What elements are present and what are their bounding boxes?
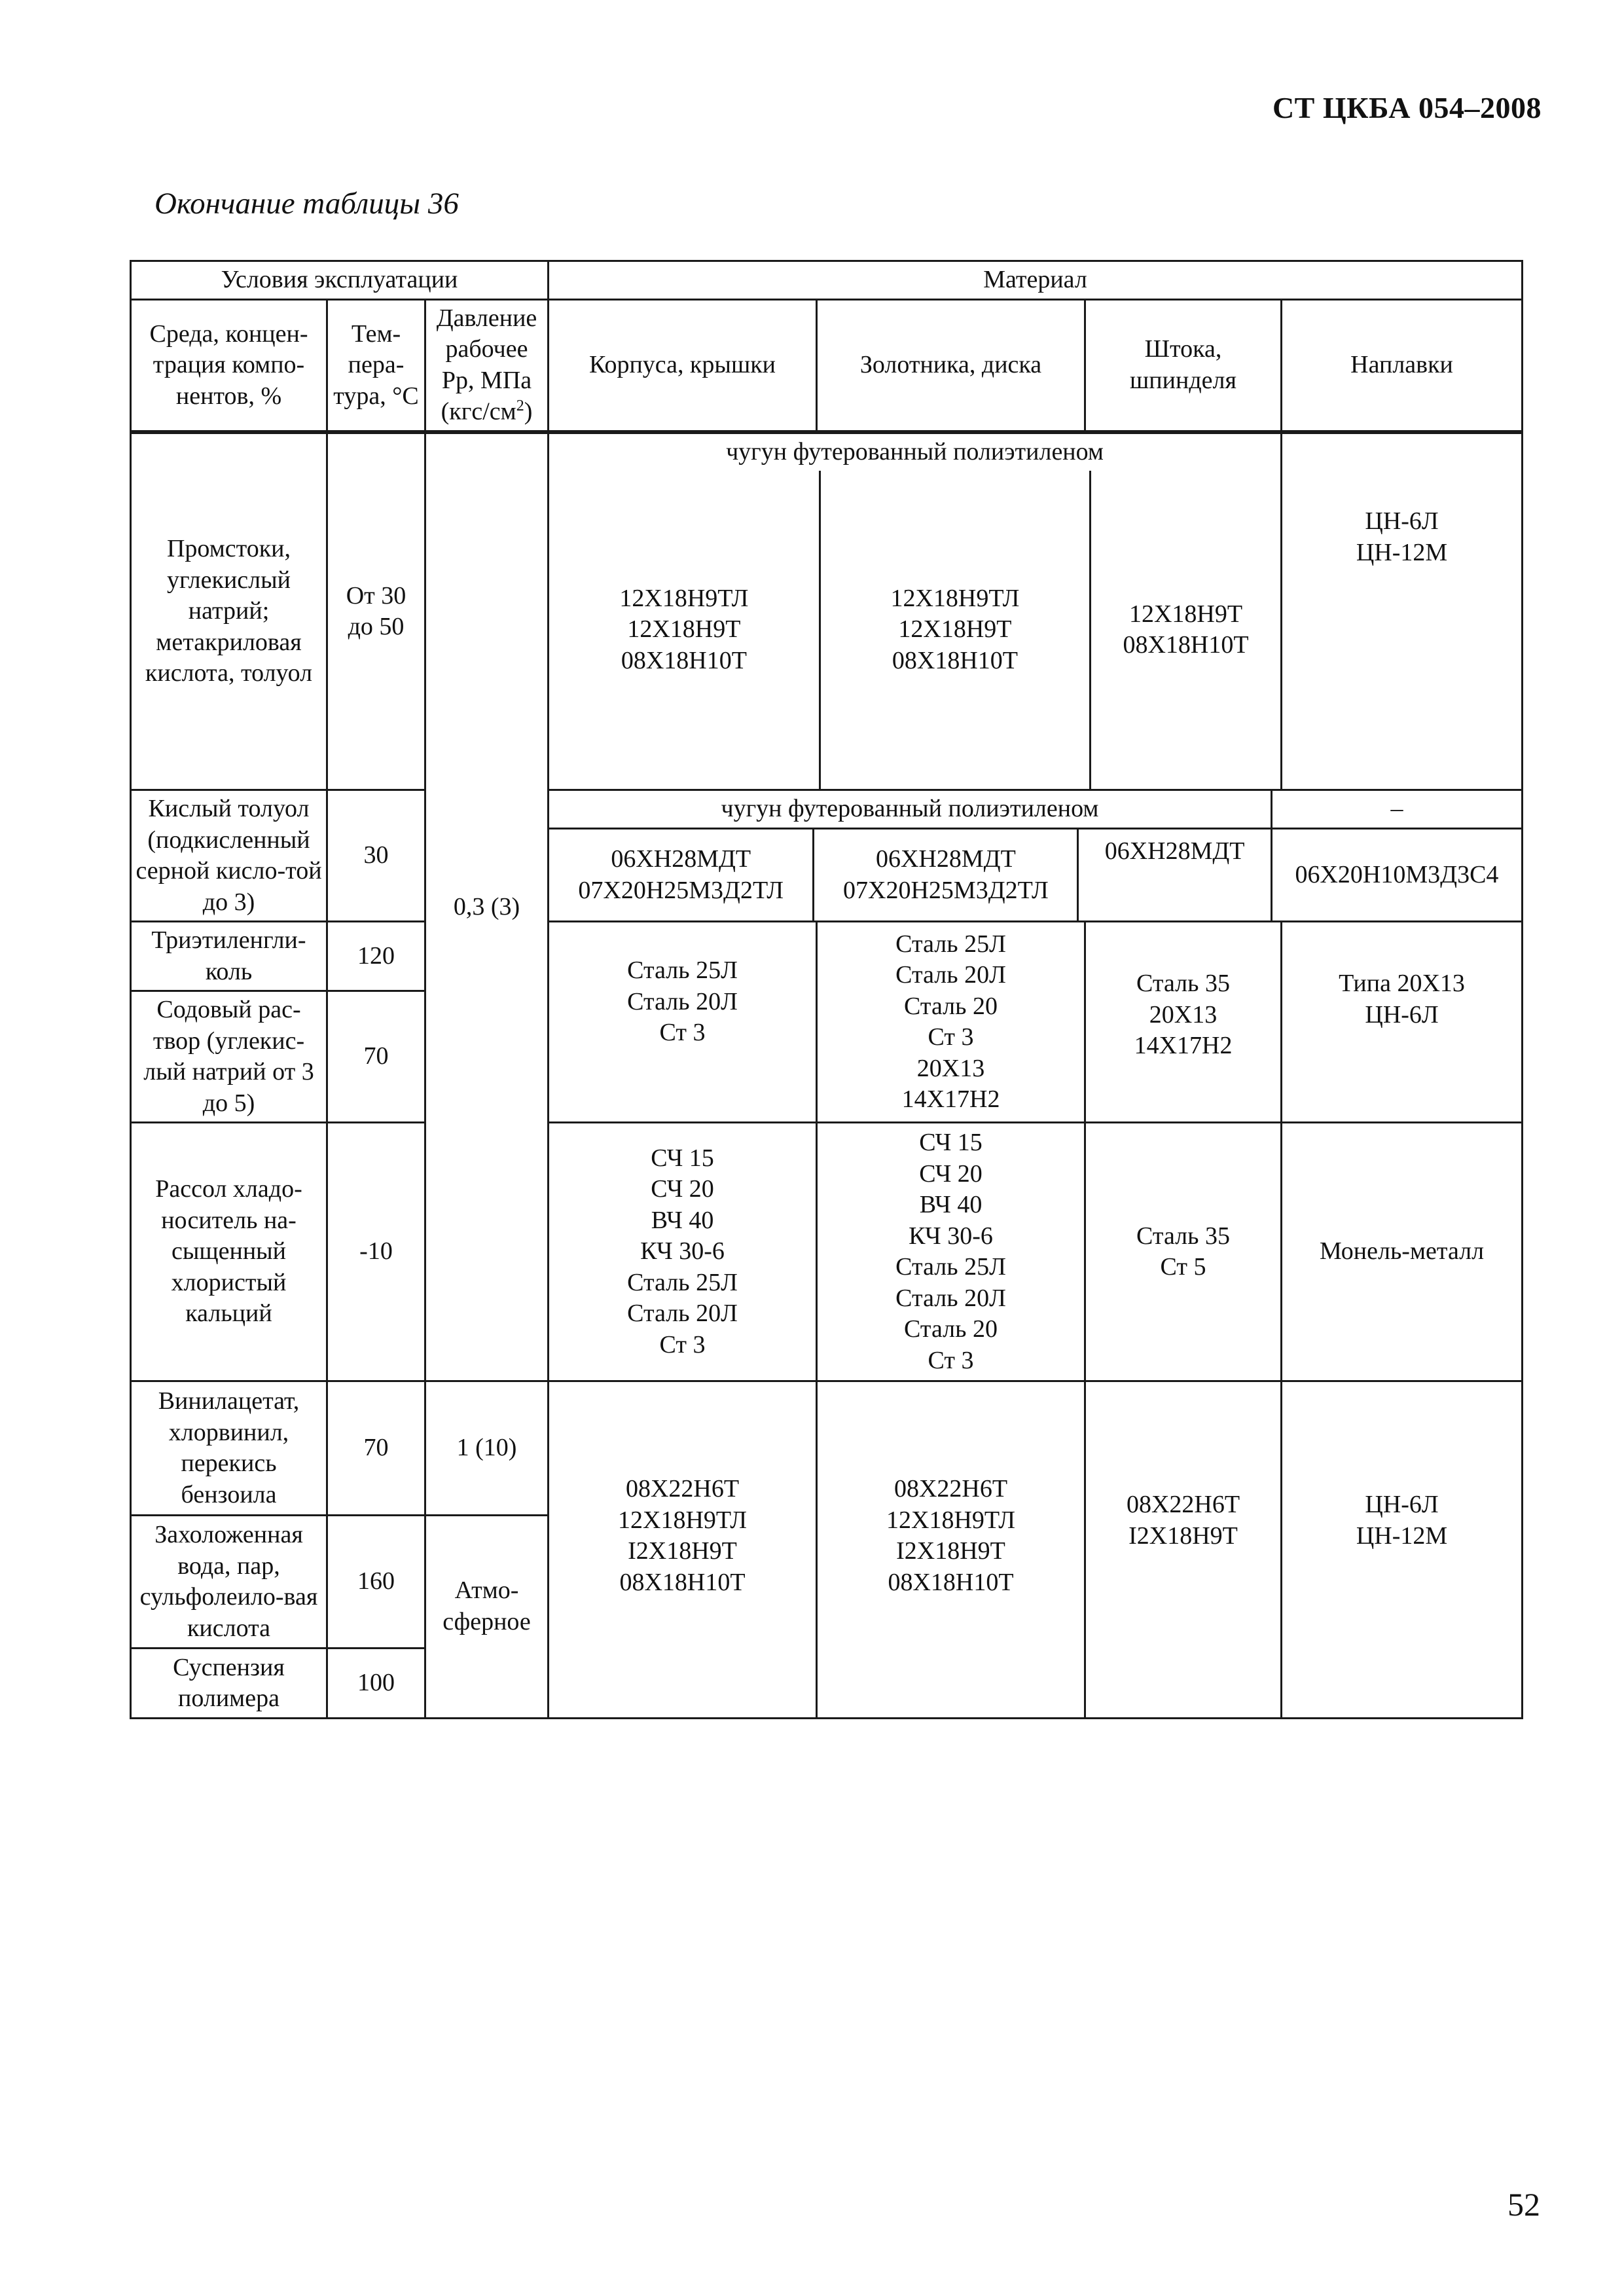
material-grade: 20Х13: [1149, 1000, 1218, 1029]
material-grade: Сталь 25Л: [627, 1268, 738, 1296]
prom-inner: [549, 434, 1280, 789]
header-conditions: Условия эксплуатации: [131, 261, 549, 300]
cell-stem: [1078, 829, 1272, 921]
material-grade: ВЧ 40: [919, 1191, 983, 1219]
cell-temperature: 70: [327, 991, 425, 1123]
material-grade: 14Х17Н2: [901, 1085, 1000, 1114]
material-grade: 12Х18Н9Т: [898, 615, 1012, 644]
material-grade: 12Х18Н9ТЛ: [890, 584, 1020, 612]
kisl-inner: [549, 791, 1521, 920]
cell-medium: Рассол хладо-носитель на-сыщенный хлористый кальций: [131, 1123, 327, 1381]
material-grade: 08Х18Н10Т: [621, 646, 747, 674]
material-grade: СЧ 20: [919, 1159, 983, 1188]
cell-overlay: [1282, 1123, 1523, 1381]
material-grade: 20Х13: [916, 1054, 985, 1082]
cell-disc: [817, 1381, 1085, 1719]
cell-body: [549, 829, 814, 921]
cell-temperature: 70: [327, 1381, 425, 1516]
cell-temperature: 30: [327, 790, 425, 922]
cell-overlay: [1282, 1381, 1523, 1719]
span-lining-text: чугун футерованный полиэтиленом: [726, 438, 1104, 466]
span-lining-text: чугун футерованный полиэтиленом: [549, 791, 1271, 829]
cell-disc: [817, 922, 1085, 1123]
material-grade: Ст 3: [928, 1023, 974, 1051]
material-grade: Сталь 20Л: [895, 1284, 1006, 1312]
material-grade: 08Х18Н10Т: [619, 1568, 746, 1596]
header-medium: Среда, концен-трация компо-нентов, %: [131, 299, 327, 432]
cell-disc: [814, 829, 1078, 921]
material-grade: ЦН-12М: [1356, 1522, 1448, 1550]
cell-stem: [1091, 471, 1280, 789]
cell-pressure: Атмо-сферное: [425, 1516, 549, 1719]
cell-disc: [817, 1123, 1085, 1381]
material-grade: ЦН-6Л: [1365, 1000, 1439, 1029]
cell-medium: Содовый рас-твор (углекис-лый натрий от 3 до 5): [131, 991, 327, 1123]
cell-overlay: [1282, 432, 1523, 790]
span-overlay-dash: –: [1271, 791, 1521, 829]
material-grade: КЧ 30-6: [640, 1237, 725, 1266]
header-pressure-text: Давление рабочее Рр, МПа (кгс/см: [436, 304, 537, 426]
cell-temperature: 100: [327, 1649, 425, 1719]
cell-pressure-shared: 0,3 (3): [425, 432, 549, 1381]
material-grade: 07Х20Н25М3Д2ТЛ: [843, 876, 1049, 904]
material-grade: 08Х18Н10Т: [888, 1568, 1014, 1596]
material-grade: Ст 3: [659, 1330, 706, 1358]
cell-medium: Кислый толуол (подкисленный серной кисло-той до 3): [131, 790, 327, 922]
cell-stem: [1085, 922, 1282, 1123]
material-grade: 06ХН28МДТ: [875, 845, 1016, 873]
page-number: 52: [1507, 2186, 1540, 2223]
header-body: Корпуса, крышки: [549, 299, 817, 432]
cell-kisl-materials: [549, 790, 1523, 922]
material-grade: Сталь 20Л: [627, 1300, 738, 1328]
header-overlay: Наплавки: [1282, 299, 1523, 432]
material-grade: 06ХН28МДТ: [611, 845, 751, 873]
material-grade: Типа 20Х13: [1339, 970, 1465, 998]
header-pressure-tail: ): [524, 397, 533, 426]
table-row: [131, 432, 1523, 790]
material-grade: I2Х18Н9Т: [628, 1537, 737, 1565]
cell-stem: [1085, 1123, 1282, 1381]
material-grade: I2Х18Н9Т: [896, 1537, 1005, 1565]
material-grade: 08Х18Н10Т: [1123, 631, 1249, 659]
material-grade: Ст 5: [1160, 1253, 1206, 1281]
header-material: Материал: [549, 261, 1523, 300]
material-grade: I2Х18Н9Т: [1128, 1522, 1238, 1550]
cell-disc: [820, 471, 1090, 789]
material-grade: ЦН-6Л: [1365, 507, 1439, 536]
material-grade: СЧ 15: [651, 1144, 714, 1172]
cell-body: [549, 922, 817, 1123]
material-grade: Ст 3: [659, 1019, 706, 1047]
cell-pressure: 1 (10): [425, 1381, 549, 1516]
material-grade: 12Х18Н9Т: [627, 615, 741, 644]
material-grade: Сталь 20: [904, 1315, 998, 1343]
material-grade: ЦН-12М: [1356, 538, 1448, 566]
header-pressure: [425, 299, 549, 432]
cell-prom-materials: [549, 432, 1282, 790]
material-grade: Сталь 35: [1136, 1222, 1230, 1250]
cell-temperature: -10: [327, 1123, 425, 1381]
header-stem: Штока, шпинделя: [1085, 299, 1282, 432]
material-grade: СЧ 20: [651, 1175, 714, 1203]
material-grade: 07Х20Н25М3Д2ТЛ: [578, 876, 784, 904]
cell-temperature: От 30 до 50: [327, 432, 425, 790]
material-grade: Сталь 25Л: [895, 1253, 1006, 1281]
table-row: [131, 790, 1523, 922]
material-grade: ЦН-6Л: [1365, 1491, 1439, 1519]
material-grade: Сталь 25Л: [895, 930, 1006, 958]
table-row: [131, 922, 1523, 991]
material-grade: 12Х18Н9ТЛ: [886, 1506, 1015, 1534]
material-grade: 08Х22Н6Т: [893, 1475, 1008, 1503]
cell-body: [549, 1123, 817, 1381]
material-grade: Сталь 25Л: [627, 957, 738, 985]
material-grade: 12Х18Н9Т: [1128, 600, 1243, 628]
cell-temperature: 120: [327, 922, 425, 991]
header-temperature: Тем-пера-тура, °С: [327, 299, 425, 432]
table-caption: Окончание таблицы 36: [154, 187, 459, 221]
cell-medium: Суспензия полимера: [131, 1649, 327, 1719]
material-grade: 14Х17Н2: [1134, 1032, 1233, 1060]
table-row: [131, 1381, 1523, 1516]
material-grade: 06ХН28МДТ: [1104, 837, 1245, 866]
document-code: СТ ЦКБА 054–2008: [1272, 91, 1542, 124]
cell-stem: [1085, 1381, 1282, 1719]
cell-overlay: [1282, 922, 1523, 1123]
cell-body: [549, 1381, 817, 1719]
cell-medium: Триэтиленгли-коль: [131, 922, 327, 991]
material-grade: 08Х18Н10Т: [892, 646, 1018, 674]
material-grade: Сталь 35: [1136, 970, 1230, 998]
header-disc: Золотника, диска: [817, 299, 1085, 432]
cell-medium: Промстоки, углекислый натрий; метакриловая кислота, толуол: [131, 432, 327, 790]
material-grade: КЧ 30-6: [909, 1222, 993, 1250]
table-row: [131, 1123, 1523, 1381]
header-pressure-sup: 2: [516, 397, 524, 414]
material-grade: Ст 3: [928, 1346, 974, 1374]
material-grade: СЧ 15: [919, 1129, 983, 1157]
material-grade: 12Х18Н9ТЛ: [619, 584, 749, 612]
materials-table: [130, 260, 1523, 1719]
cell-overlay: [1271, 829, 1521, 921]
cell-temperature: 160: [327, 1516, 425, 1649]
material-grade: Сталь 20Л: [895, 961, 1006, 989]
material-grade: 08Х22Н6Т: [625, 1475, 740, 1503]
material-grade: ВЧ 40: [651, 1206, 714, 1234]
material-grade: 08Х22Н6Т: [1126, 1491, 1240, 1519]
cell-medium: Винилацетат, хлорвинил, перекись бензоила: [131, 1381, 327, 1516]
material-grade: Монель-металл: [1319, 1237, 1485, 1266]
material-grade: Сталь 20: [904, 992, 998, 1020]
material-grade: 06Х20Н10М3Д3С4: [1295, 860, 1499, 888]
material-grade: 12Х18Н9ТЛ: [618, 1506, 747, 1534]
cell-body: [549, 471, 820, 789]
cell-medium: Захоложенная вода, пар, сульфолеило-вая кислота: [131, 1516, 327, 1649]
material-grade: Сталь 20Л: [627, 987, 738, 1015]
